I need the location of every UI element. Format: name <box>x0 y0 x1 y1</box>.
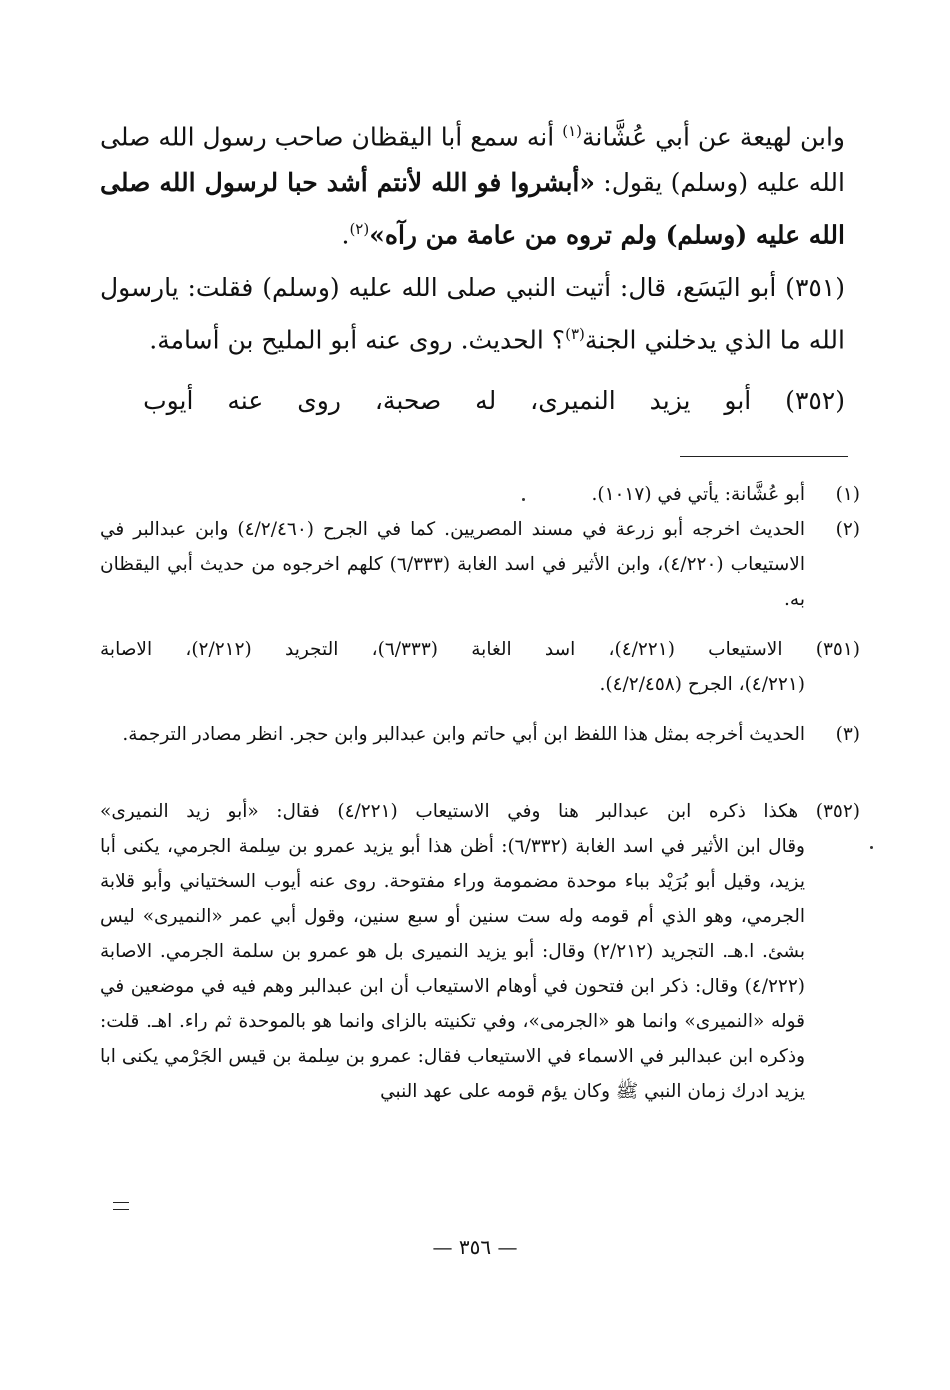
para1-text-a: وابن لهيعة عن أبي عُشَّانة <box>581 122 845 152</box>
page-number: — ٣٥٦ — <box>432 1235 518 1259</box>
para3-text: (٣٥٢) أبو يزيد النميرى، له صحبة، روى عنه أيوب <box>143 386 845 415</box>
footnote-text: الحديث أخرجه بمثل هذا اللفظ ابن أبي حاتم وابن عبدالبر وابن حجر. انظر مصادر الترجمة. <box>122 724 805 745</box>
footnote-continuation: وقال ابن الأثير في اسد الغابة (٦/٣٣٢): أظن هذا أبو يزيد عمرو بن سِلمة الجرمي، يكنى أبا يزيد، وقيل أبو بُرَيْد بباء موحدة مضمومة وراء مفتوحة. روى عنه أيوب السختياني وأبو قلابة الجرمي، وهو الذي أم قومه وله ست سنين أو سبع سنين، وقول أبي عمر «النميرى» ليس بشئ. ا.هـ. التجريد (٢/٢١٢) وقال: أبو يزيد النميرى بل هو عمرو بن سلمة الجرمي. الاصابة (٤/٢٢٢) وقال: ذكر ابن فتحون في أوهام الاستيعاب أن ابن عبدالبر وهم فيه في موضعين في قوله «النميرى» وانما هو «الجرمى»، وفي تكنيته بالزاى وانما هو بالموحدة ثم راء. اهـ. قلت: وذكره ابن عبدالبر في الاسماء في الاستيعاب فقال: عمرو بن سِلمة بن قيس الجَرْمي يكنى ابا يزيد ادرك زمان النبي ﷺ وكان يؤم قومه على عهد النبي <box>100 836 806 1102</box>
footnote-number: (١) <box>835 484 860 505</box>
footnote-3 <box>100 717 860 752</box>
footnote-number: (٣٥٢) <box>815 801 860 822</box>
footnote-number: (٣) <box>835 724 860 745</box>
footnote-text <box>100 632 860 702</box>
footnote-1 <box>100 477 860 512</box>
footnote-first-line <box>100 794 860 829</box>
footnote-number: (٣٥١) <box>815 639 860 660</box>
para1-text-b: أنه سمع أبا اليقظان صاحب رسول الله صلى الله عليه (وسلم) يقول: <box>100 122 845 198</box>
footnote-ref-1: (١) <box>562 122 582 140</box>
main-paragraph-1 <box>100 108 845 259</box>
hadith-quote: «أبشروا فو الله لأنتم أشد حبا لرسول الله صلى الله عليه (وسلم) ولم تروه من عامة من رآه» <box>100 168 845 250</box>
footnote-first-line <box>100 632 860 667</box>
footnote-2 <box>100 512 860 617</box>
main-paragraph-351 <box>100 265 845 363</box>
continuation-mark <box>113 1202 129 1210</box>
footnote-ref-3: (٣) <box>565 325 585 343</box>
footnote-text <box>100 794 860 1109</box>
para1-end: . <box>341 220 350 250</box>
footnote-separator <box>680 456 848 457</box>
speck <box>870 846 873 849</box>
footnote-text: الحديث اخرجه أبو زرعة في مسند المصريين. كما في الجرح (٤/٢/٤٦٠) وابن عبدالبر في الاستيعاب (٤/٢٢٠)، وابن الأثير في اسد الغابة (٦/٣٣٣) كلهم اخرجوه من حديث أبي اليقظان به. <box>100 519 806 610</box>
footnote-first-text: هكذا ذكره ابن عبدالبر هنا وفي الاستيعاب (٤/٢٢١) فقال: «أبو زيد النميرى» <box>100 801 799 822</box>
footnote-text: أبو عُشَّانة: يأتي في (١٠١٧). <box>591 484 805 505</box>
para2-text-b: ؟ الحديث. روى عنه أبو المليح بن أسامة. <box>149 325 566 355</box>
para2-text-a: (٣٥١) أبو اليَسَع، قال: أتيت النبي صلى الله عليه (وسلم) فقلت: يارسول الله ما الذي يدخلني الجنة <box>100 273 845 355</box>
footnote-first-text: الاستيعاب (٤/٢٢١)، اسد الغابة (٦/٣٣٣)، التجريد (٢/٢١٢)، الاصابة <box>100 639 783 660</box>
footnote-352 <box>100 794 860 1109</box>
footnote-ref-2: (٢) <box>349 220 370 239</box>
footnote-number: (٢) <box>835 519 860 540</box>
main-paragraph-352 <box>100 378 845 424</box>
footnote-351 <box>100 632 860 702</box>
footnote-continuation: (٤/٢٢١)، الجرح (٤/٢/٤٥٨). <box>599 674 805 695</box>
